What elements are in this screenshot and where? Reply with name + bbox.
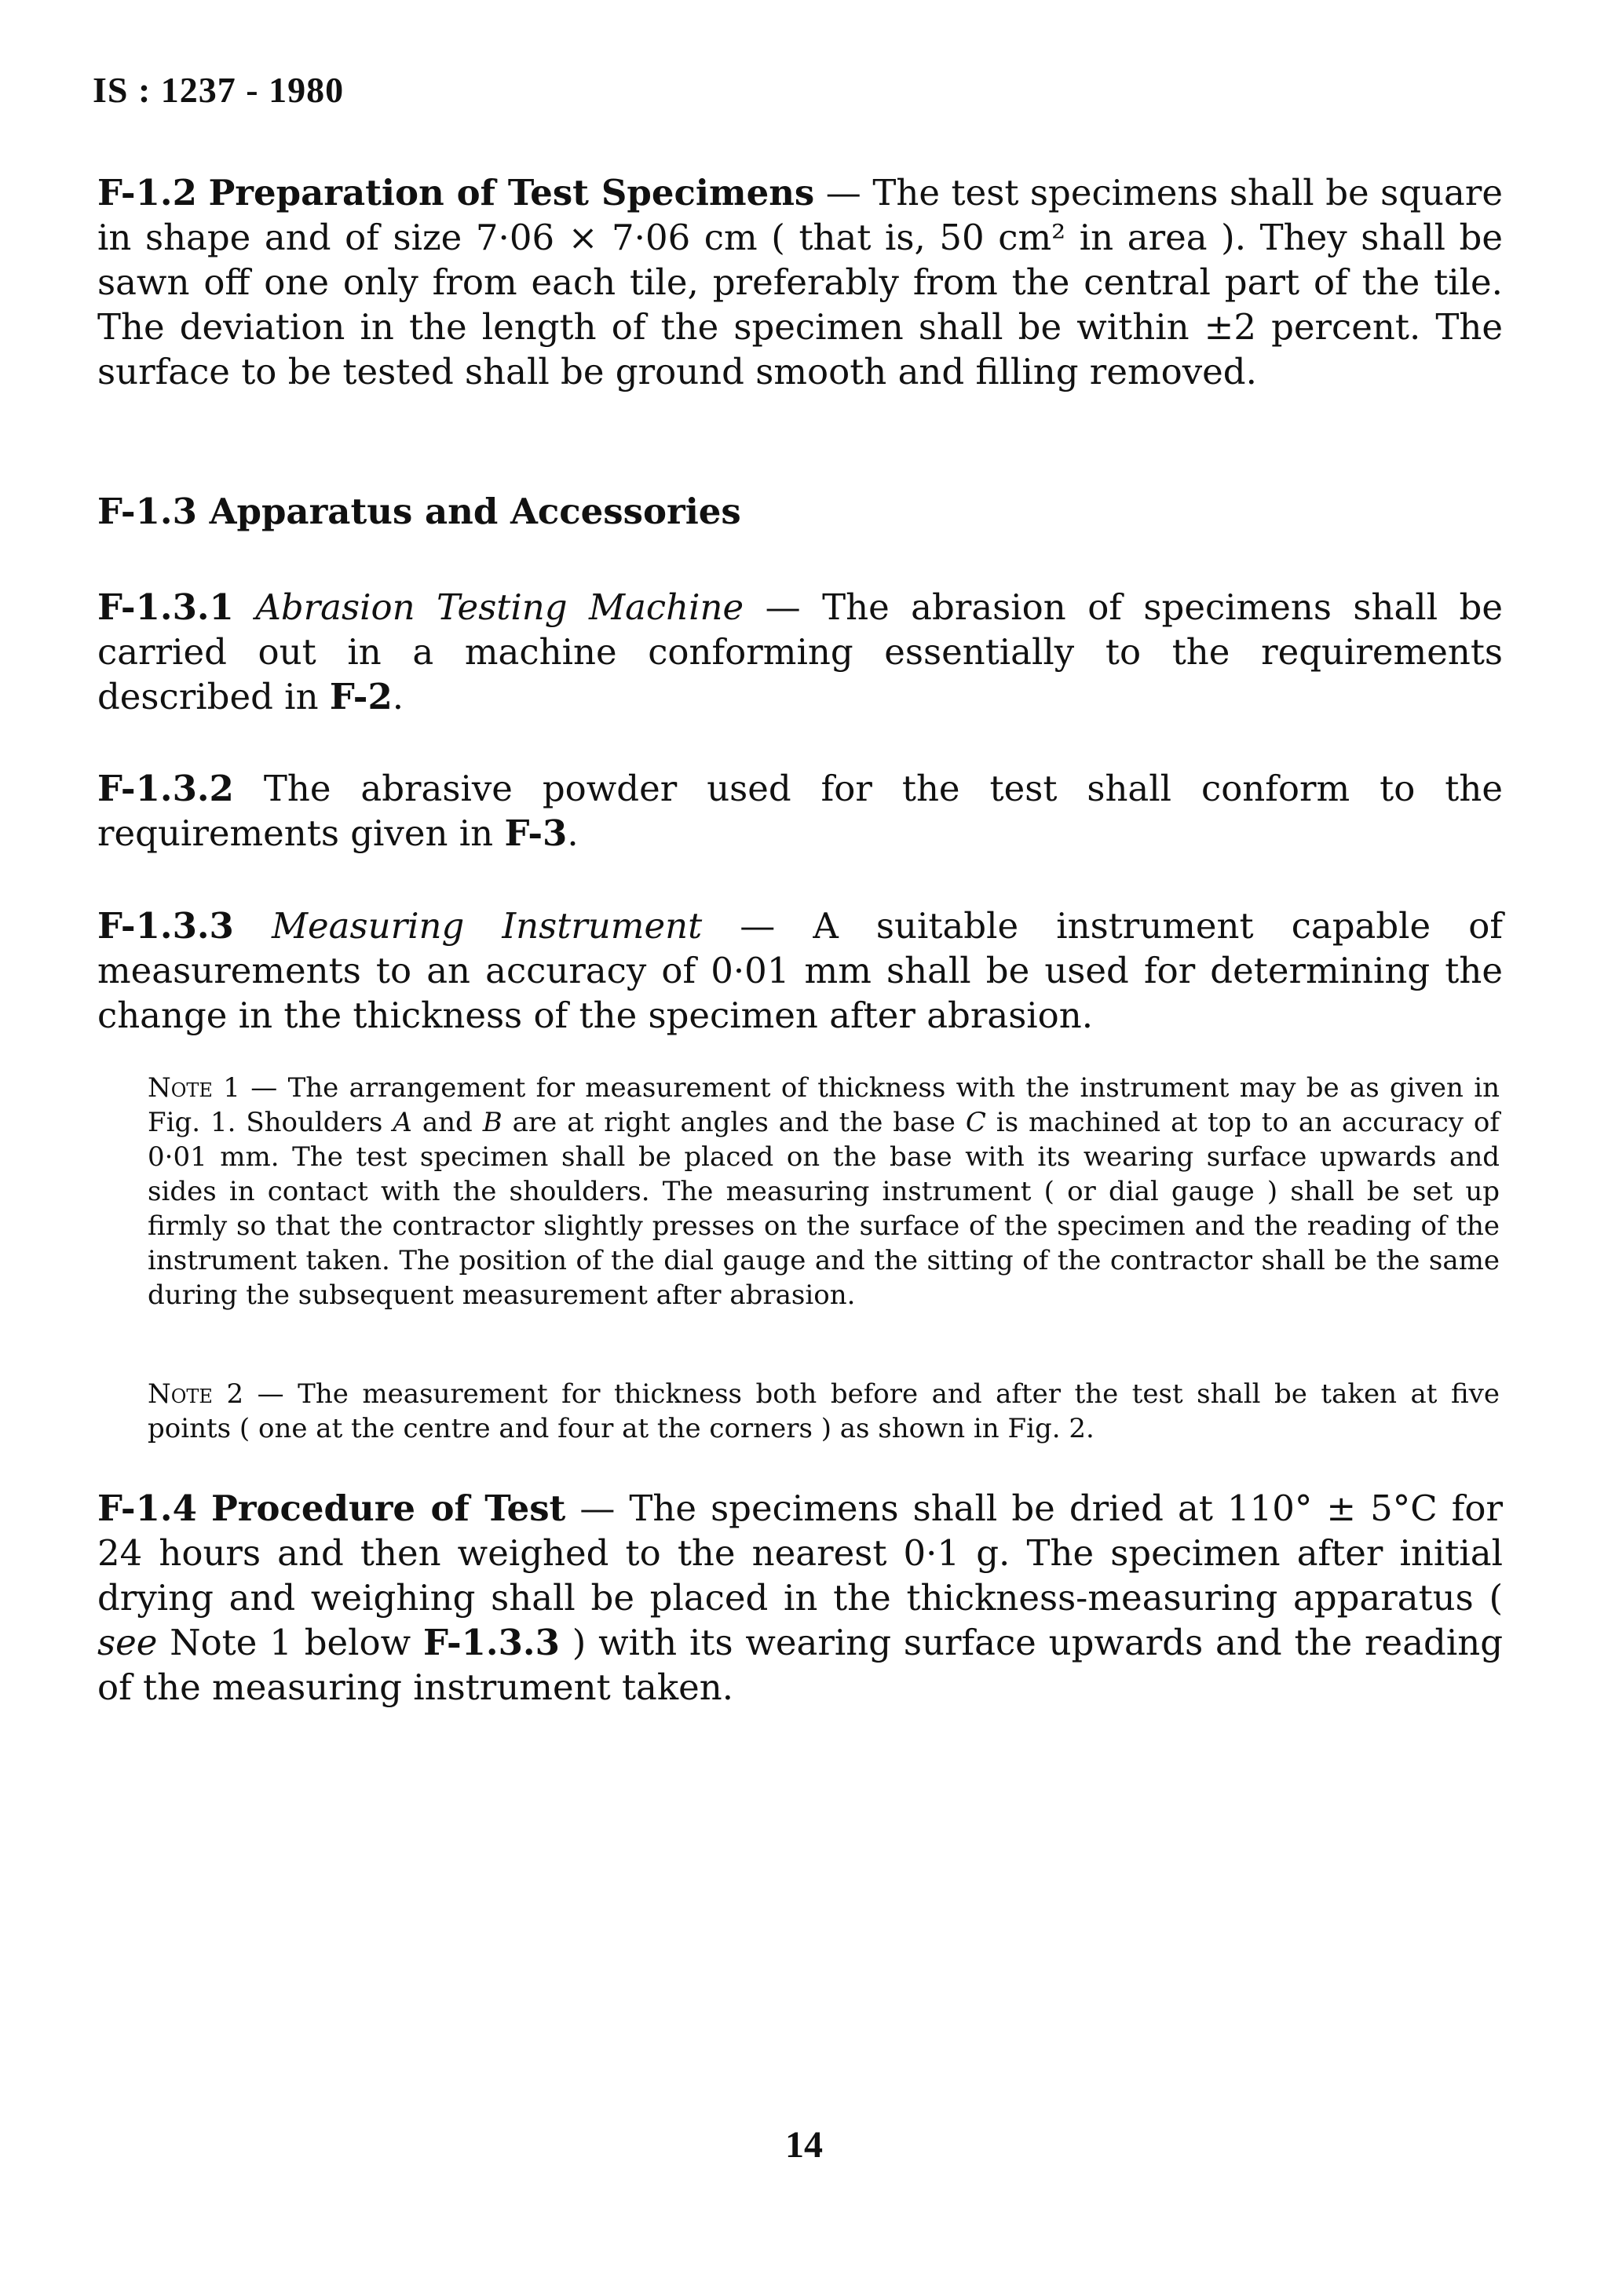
section-number: F-1.3 [97,491,197,532]
section-text: ) with its wearing surface upwards and the reading of the measuring instrument taken. [97,1622,1504,1708]
note-dash: — [243,1378,298,1410]
section-heading: Abrasion Testing Machine [255,586,744,628]
section-text: A suitable instrument capable of measurements to an accuracy of 0·01 mm shall be used for determining the change in the thickness of the specimen after abrasion. [97,905,1504,1036]
section-number: F-1.4 [97,1487,197,1529]
section-dash: — [744,586,823,628]
note-2 [148,1377,1500,1446]
see-word: see [97,1622,158,1663]
note-text: is machined at top to an accuracy of 0·01 mm. The test specimen shall be placed on the base with its wearing surface upwards and sides in contact with the shoulders. The measuring instrument ( or dial gauge ) shall be set up firmly so that the contractor slightly presses on the surface of the specimen and the reading of the instrument taken. The position of the dial gauge and the sitting of the contractor shall be the same during the subsequent measurement after abrasion. [148,1107,1500,1311]
note-text: and [411,1107,483,1138]
section-heading: Measuring Instrument [271,905,703,947]
section-text: The abrasion of specimens shall be carried out in a machine conforming essentially to the requirements described in [97,586,1503,717]
note-dash: — [239,1072,288,1104]
cross-reference: F-2 [329,676,393,717]
section-number: F-1.3.2 [97,768,234,809]
section-number: F-1.3.1 [97,586,234,628]
section-heading: Apparatus and Accessories [209,491,741,532]
shoulder-label-b: B [482,1107,502,1138]
note-text: The arrangement for measurement of thickness with the instrument may be as given in Fig. 1. Shoulders [148,1072,1500,1138]
section-heading: Preparation of Test Specimens [208,172,815,214]
shoulder-label-a: A [393,1107,412,1138]
section-f-1-3 [97,491,741,532]
standard-number: IS : 1237 - 1980 [93,70,345,110]
section-text-end: . [567,812,579,854]
base-label-c: C [965,1107,986,1138]
section-text: The abrasive powder used for the test shall conform to the requirements given in [97,768,1503,854]
note-text: The measurement for thickness both before and after the test shall be taken at five points ( one at the centre and four at the corners ) as shown in Fig. 2. [148,1378,1500,1444]
section-f-1-2 [97,170,1503,394]
section-f-1-4 [97,1486,1503,1710]
section-text: The test specimens shall be square in shape and of size 7·06 × 7·06 cm ( that is, 50 cm² in area ). They shall be sawn off one only from each tile, preferably from the central part of the tile. The deviation in the length of the specimen shall be within ±2 percent. The surface to be tested shall be ground smooth and filling removed. [97,172,1504,392]
note-1 [148,1071,1500,1312]
section-heading: Procedure of Test [210,1487,566,1529]
note-label: Note 1 [148,1072,240,1104]
note-label: Note 2 [148,1378,244,1410]
note-text: are at right angles and the base [502,1107,966,1138]
section-f-1-3-1 [97,585,1503,719]
section-number: F-1.2 [97,172,197,214]
section-dash: — [565,1487,630,1529]
page-number: 14 [785,2124,823,2166]
section-dash: — [814,172,873,214]
section-text-end: . [392,676,404,717]
section-number: F-1.3.3 [97,905,234,947]
cross-reference: F-1.3.3 [423,1622,560,1663]
section-dash: — [702,905,813,947]
section-text: The specimens shall be dried at 110° ± 5°C for 24 hours and then weighed to the nearest 0·1 g. The specimen after initial drying and weighing shall be placed in the thickness-measuring apparatus ( [97,1487,1504,1619]
section-f-1-3-2 [97,766,1503,856]
section-text: Note 1 below [157,1622,424,1663]
section-f-1-3-3 [97,903,1503,1038]
cross-reference: F-3 [504,812,568,854]
